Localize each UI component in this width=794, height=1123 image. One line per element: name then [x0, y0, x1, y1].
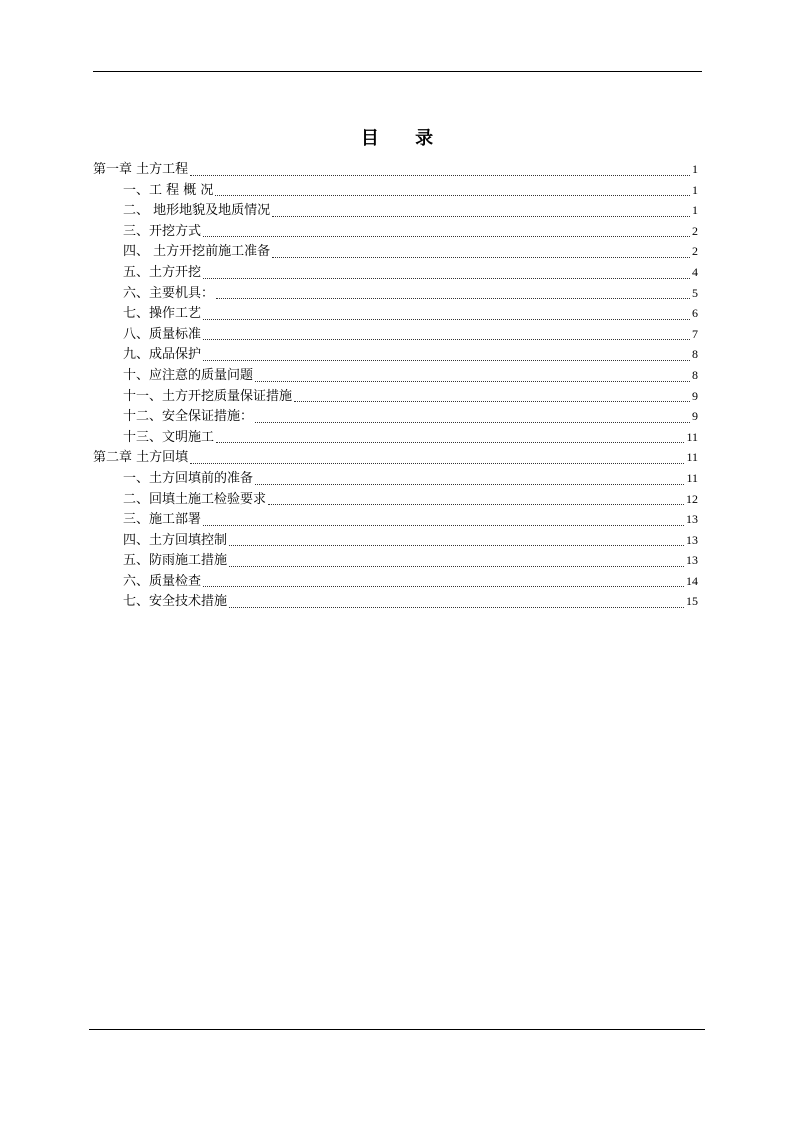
toc-entry-text: 第一章 土方工程 — [93, 162, 189, 177]
toc-page-number: 15 — [686, 594, 698, 609]
toc-dot-leader — [203, 319, 690, 320]
toc-section-entry[interactable] — [93, 365, 698, 386]
toc-page-number: 5 — [692, 285, 698, 300]
toc-dot-leader — [216, 298, 690, 299]
toc-section-entry[interactable] — [93, 509, 698, 530]
toc-section-entry[interactable] — [93, 221, 698, 242]
toc-section-entry[interactable] — [93, 571, 698, 592]
toc-entry-text: 一、土方回填前的准备 — [123, 470, 254, 486]
toc-page-number: 2 — [692, 223, 698, 238]
toc-dot-leader — [229, 566, 684, 567]
toc-section-entry[interactable] — [93, 324, 698, 345]
toc-page-number: 1 — [692, 182, 698, 197]
toc-dot-leader — [203, 278, 690, 279]
toc-dot-leader — [272, 216, 690, 217]
toc-entry-text: 十二、安全保证措施： — [123, 409, 254, 425]
toc-section-entry[interactable] — [93, 344, 698, 365]
toc-entry-text: 一、工 程 概 况 — [123, 182, 214, 198]
toc-section-entry[interactable] — [93, 303, 698, 324]
toc-page-number: 1 — [692, 162, 698, 176]
toc-page-number: 6 — [692, 306, 698, 321]
toc-page-number: 12 — [686, 491, 698, 506]
toc-section-entry[interactable] — [93, 530, 698, 551]
toc-entry-text: 十、应注意的质量问题 — [123, 367, 254, 383]
toc-dot-leader — [229, 545, 684, 546]
toc-entry-text: 四、土方回填控制 — [123, 532, 228, 548]
toc-dot-leader — [215, 195, 690, 196]
toc-section-entry[interactable] — [93, 386, 698, 407]
toc-chapter-entry[interactable] — [93, 159, 698, 180]
toc-dot-leader — [272, 257, 690, 258]
toc-page-number: 13 — [686, 553, 698, 568]
toc-dot-leader — [255, 484, 684, 485]
toc-entry-text: 五、土方开挖 — [123, 264, 202, 280]
toc-dot-leader — [255, 381, 690, 382]
toc-dot-leader — [229, 607, 684, 608]
header-rule — [93, 71, 702, 72]
toc-page-number: 9 — [692, 409, 698, 424]
toc-page-number: 9 — [692, 388, 698, 403]
toc-dot-leader — [203, 236, 690, 237]
toc-entry-text: 五、防雨施工措施 — [123, 553, 228, 569]
toc-dot-leader — [294, 401, 690, 402]
toc-dot-leader — [203, 525, 684, 526]
toc-entry-text: 七、操作工艺 — [123, 306, 202, 322]
toc-page-number: 7 — [692, 326, 698, 341]
toc-entry-text: 六、主要机具： — [123, 285, 215, 301]
toc-dot-leader — [203, 339, 690, 340]
toc-dot-leader — [190, 175, 690, 176]
toc-chapter-entry[interactable] — [93, 447, 698, 468]
toc-dot-leader — [203, 360, 690, 361]
toc-section-entry[interactable] — [93, 241, 698, 262]
toc-section-entry[interactable] — [93, 406, 698, 427]
toc-page-number: 2 — [692, 244, 698, 259]
toc-section-entry[interactable] — [93, 468, 698, 489]
toc-page-number: 14 — [686, 573, 698, 588]
toc-page-number: 1 — [692, 203, 698, 218]
toc-entry-text: 十一、土方开挖质量保证措施 — [123, 388, 293, 404]
toc-page-number: 13 — [686, 512, 698, 527]
toc-entry-text: 十三、文明施工 — [123, 429, 215, 445]
toc-entry-text: 第二章 土方回填 — [93, 450, 189, 466]
toc-entry-text: 三、施工部署 — [123, 512, 202, 528]
footer-rule — [89, 1029, 705, 1030]
toc-entry-text: 二、 地形地貌及地质情况 — [123, 203, 271, 219]
table-of-contents — [93, 159, 698, 612]
toc-entry-text: 三、开挖方式 — [123, 223, 202, 239]
toc-section-entry[interactable] — [93, 427, 698, 448]
toc-entry-text: 七、安全技术措施 — [123, 594, 228, 610]
toc-page-number: 8 — [692, 347, 698, 362]
toc-page-number: 4 — [692, 264, 698, 279]
toc-section-entry[interactable] — [93, 180, 698, 201]
toc-page-number: 11 — [686, 429, 698, 444]
toc-dot-leader — [216, 442, 684, 443]
toc-entry-text: 四、 土方开挖前施工准备 — [123, 244, 271, 260]
toc-entry-text: 六、质量检查 — [123, 573, 202, 589]
page-title: 目 录 — [360, 128, 449, 149]
toc-section-entry[interactable] — [93, 262, 698, 283]
toc-section-entry[interactable] — [93, 550, 698, 571]
toc-section-entry[interactable] — [93, 200, 698, 221]
toc-dot-leader — [255, 422, 690, 423]
toc-entry-text: 八、质量标准 — [123, 326, 202, 342]
toc-section-entry[interactable] — [93, 283, 698, 304]
toc-entry-text: 二、回填土施工检验要求 — [123, 491, 267, 507]
toc-page-number: 11 — [686, 450, 698, 465]
toc-entry-text: 九、成品保护 — [123, 347, 202, 363]
toc-dot-leader — [268, 504, 684, 505]
toc-section-entry[interactable] — [93, 591, 698, 612]
toc-page-number: 13 — [686, 532, 698, 547]
toc-dot-leader — [190, 463, 684, 464]
toc-page-number: 11 — [686, 470, 698, 485]
toc-dot-leader — [203, 586, 684, 587]
toc-section-entry[interactable] — [93, 489, 698, 510]
toc-page-number: 8 — [692, 367, 698, 382]
